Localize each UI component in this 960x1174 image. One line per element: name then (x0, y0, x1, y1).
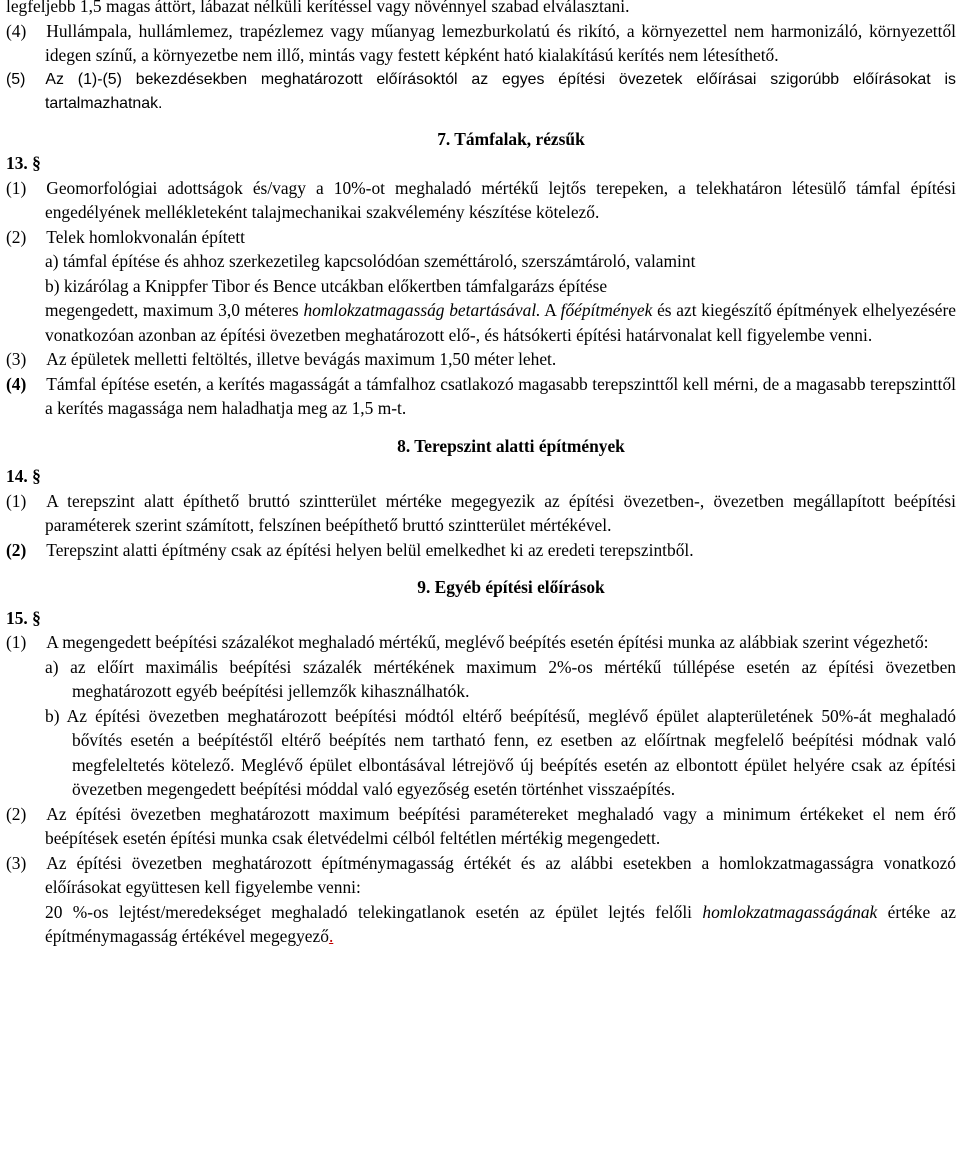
section-number-14: 14. § (6, 466, 41, 486)
fence-paragraph-4 (6, 19, 956, 68)
s15-item-b: b) Az építési övezetben meghatározott beépítési módtól eltérő beépítésű, meglévő épület alapterületének 50%-át meghaladó bővítés esetén a beépítéstől eltérő beépítés nem tartható fenn, ez esetben az előírtnak megfelelő beépítési módnak való megfeleltetés kötelező. Meglévő épület elbontásával létrejövő új beépítés esetén az elbontott épület helyére csak az építési övezetben megengedett beépítési móddal való egyezőség esetén történhet visszaépítés. (45, 705, 956, 799)
s15-paragraph-1 (6, 630, 956, 655)
paragraph-text: Geomorfológiai adottságok és/vagy a 10%-ot meghaladó mértékű lejtős terepeken, a telekhatáron létesülő támfal építési engedélyének mellékleteként talajmechanikai szakvélemény készítése kötelező. (45, 177, 956, 222)
s13-paragraph-1 (6, 176, 956, 225)
paragraph-number: (2) (6, 226, 27, 247)
s15-paragraph-3 (6, 851, 956, 900)
paragraph-text: Támfal építése esetén, a kerítés magasságát a támfalhoz csatlakozó magasabb terepszinttől kell mérni, de a magasabb terepszinttől a kerítés magassága nem haladhatja meg az 1,5 m-t. (45, 373, 956, 418)
s15-item-slope: 20 %-os lejtést/meredekséget meghaladó telekingatlanok esetén az épület lejtés felőli homlokzatmagasságának értéke az építménymagasság értékével megegyező. (45, 901, 956, 946)
document-page (6, 0, 956, 949)
s14-paragraph-2 (6, 538, 956, 563)
paragraph-text: A terepszint alatt építhető bruttó szintterület mértéke megegyezik az építési övezetben-, övezetben megállapított beépítési paraméterek szerint számított, felszínen beépíthető bruttó szintterület mértékével. (45, 490, 956, 535)
s14-paragraph-1 (6, 489, 956, 538)
s13-paragraph-2 (6, 225, 956, 250)
paragraph-text: Az építési övezetben meghatározott építménymagasság értékét és az alábbi esetekben a homlokzatmagasságra vonatkozó előírásokat együttesen kell figyelembe venni: (45, 852, 956, 897)
s13-paragraph-3 (6, 347, 956, 372)
paragraph-number: (3) (6, 852, 27, 873)
paragraph-number: (1) (6, 632, 27, 652)
section-heading-9: 9. Egyéb építési előírások (417, 577, 605, 597)
section-heading-8: 8. Terepszint alatti építmények (397, 435, 625, 456)
paragraph-number: (3) (6, 349, 27, 369)
paragraph-text: Az építési övezetben meghatározott maximum beépítési paramétereket meghaladó vagy a minimum értékeket el nem érő beépítések esetén építési munka csak életvédelmi célból feltétlen mértékig megengedett. (45, 803, 956, 848)
paragraph-number: (2) (6, 539, 27, 560)
s15-item-a: a) az előírt maximális beépítési százalék mértékének maximum 2%-os mértékű túllépése esetén az építési övezetben meghatározott egyéb beépítési jellemzők kihasználhatók. (45, 656, 956, 701)
s15-paragraph-2 (6, 802, 956, 851)
paragraph-number: (5) (6, 70, 26, 88)
paragraph-number: (4) (6, 20, 27, 41)
section-number-13: 13. § (6, 153, 41, 173)
paragraph-continuation: legfeljebb 1,5 magas áttört, lábazat nélküli kerítéssel vagy növénnyel szabad elválasztani. (6, 0, 630, 16)
paragraph-text: Az (1)-(5) bekezdésekben meghatározott előírásoktól az egyes építési övezetek előírásai szigorúbb előírásokat is tartalmazhatnak. (45, 70, 956, 112)
paragraph-text: A megengedett beépítési százalékot meghaladó mértékű, meglévő beépítés esetén építési munka az alábbiak szerint végezhető: (46, 632, 929, 652)
s13-item-b: b) kizárólag a Knippfer Tibor és Bence utcákban előkertben támfalgarázs építése (45, 275, 608, 296)
section-number-15: 15. § (6, 607, 41, 628)
s13-paragraph-4 (6, 372, 956, 421)
fence-paragraph-5 (6, 68, 956, 117)
paragraph-number: (1) (6, 177, 27, 198)
paragraph-number: (2) (6, 803, 27, 824)
paragraph-text: Telek homlokvonalán épített (46, 226, 245, 247)
s13-item-a: a) támfal építése és ahhoz szerkezetileg kapcsolódóan szeméttároló, szerszámtároló, valamint (45, 251, 696, 271)
paragraph-text: Terepszint alatti építmény csak az építési helyen belül emelkedhet ki az eredeti terepszintből. (46, 539, 694, 560)
section-heading-7: 7. Támfalak, rézsűk (437, 128, 585, 149)
paragraph-number: (1) (6, 490, 27, 511)
s13-item-continuation: megengedett, maximum 3,0 méteres homlokzatmagasság betartásával. A főépítmények és azt kiegészítő építmények elhelyezésére vonatkozóan azonban az építési övezetben meghatározott elő-, és hátsókerti építési határvonalat kell figyelembe venni. (45, 300, 956, 345)
paragraph-text: Az épületek melletti feltöltés, illetve bevágás maximum 1,50 méter lehet. (46, 349, 557, 369)
paragraph-text: Hullámpala, hullámlemez, trapézlemez vagy műanyag lemezburkolatú és rikító, a környezettel nem harmonizáló, környezettől idegen színű, a környezetbe nem illő, mintás vagy festett képként ható kialakítású kerítés nem létesíthető. (45, 20, 956, 65)
paragraph-number: (4) (6, 373, 27, 394)
